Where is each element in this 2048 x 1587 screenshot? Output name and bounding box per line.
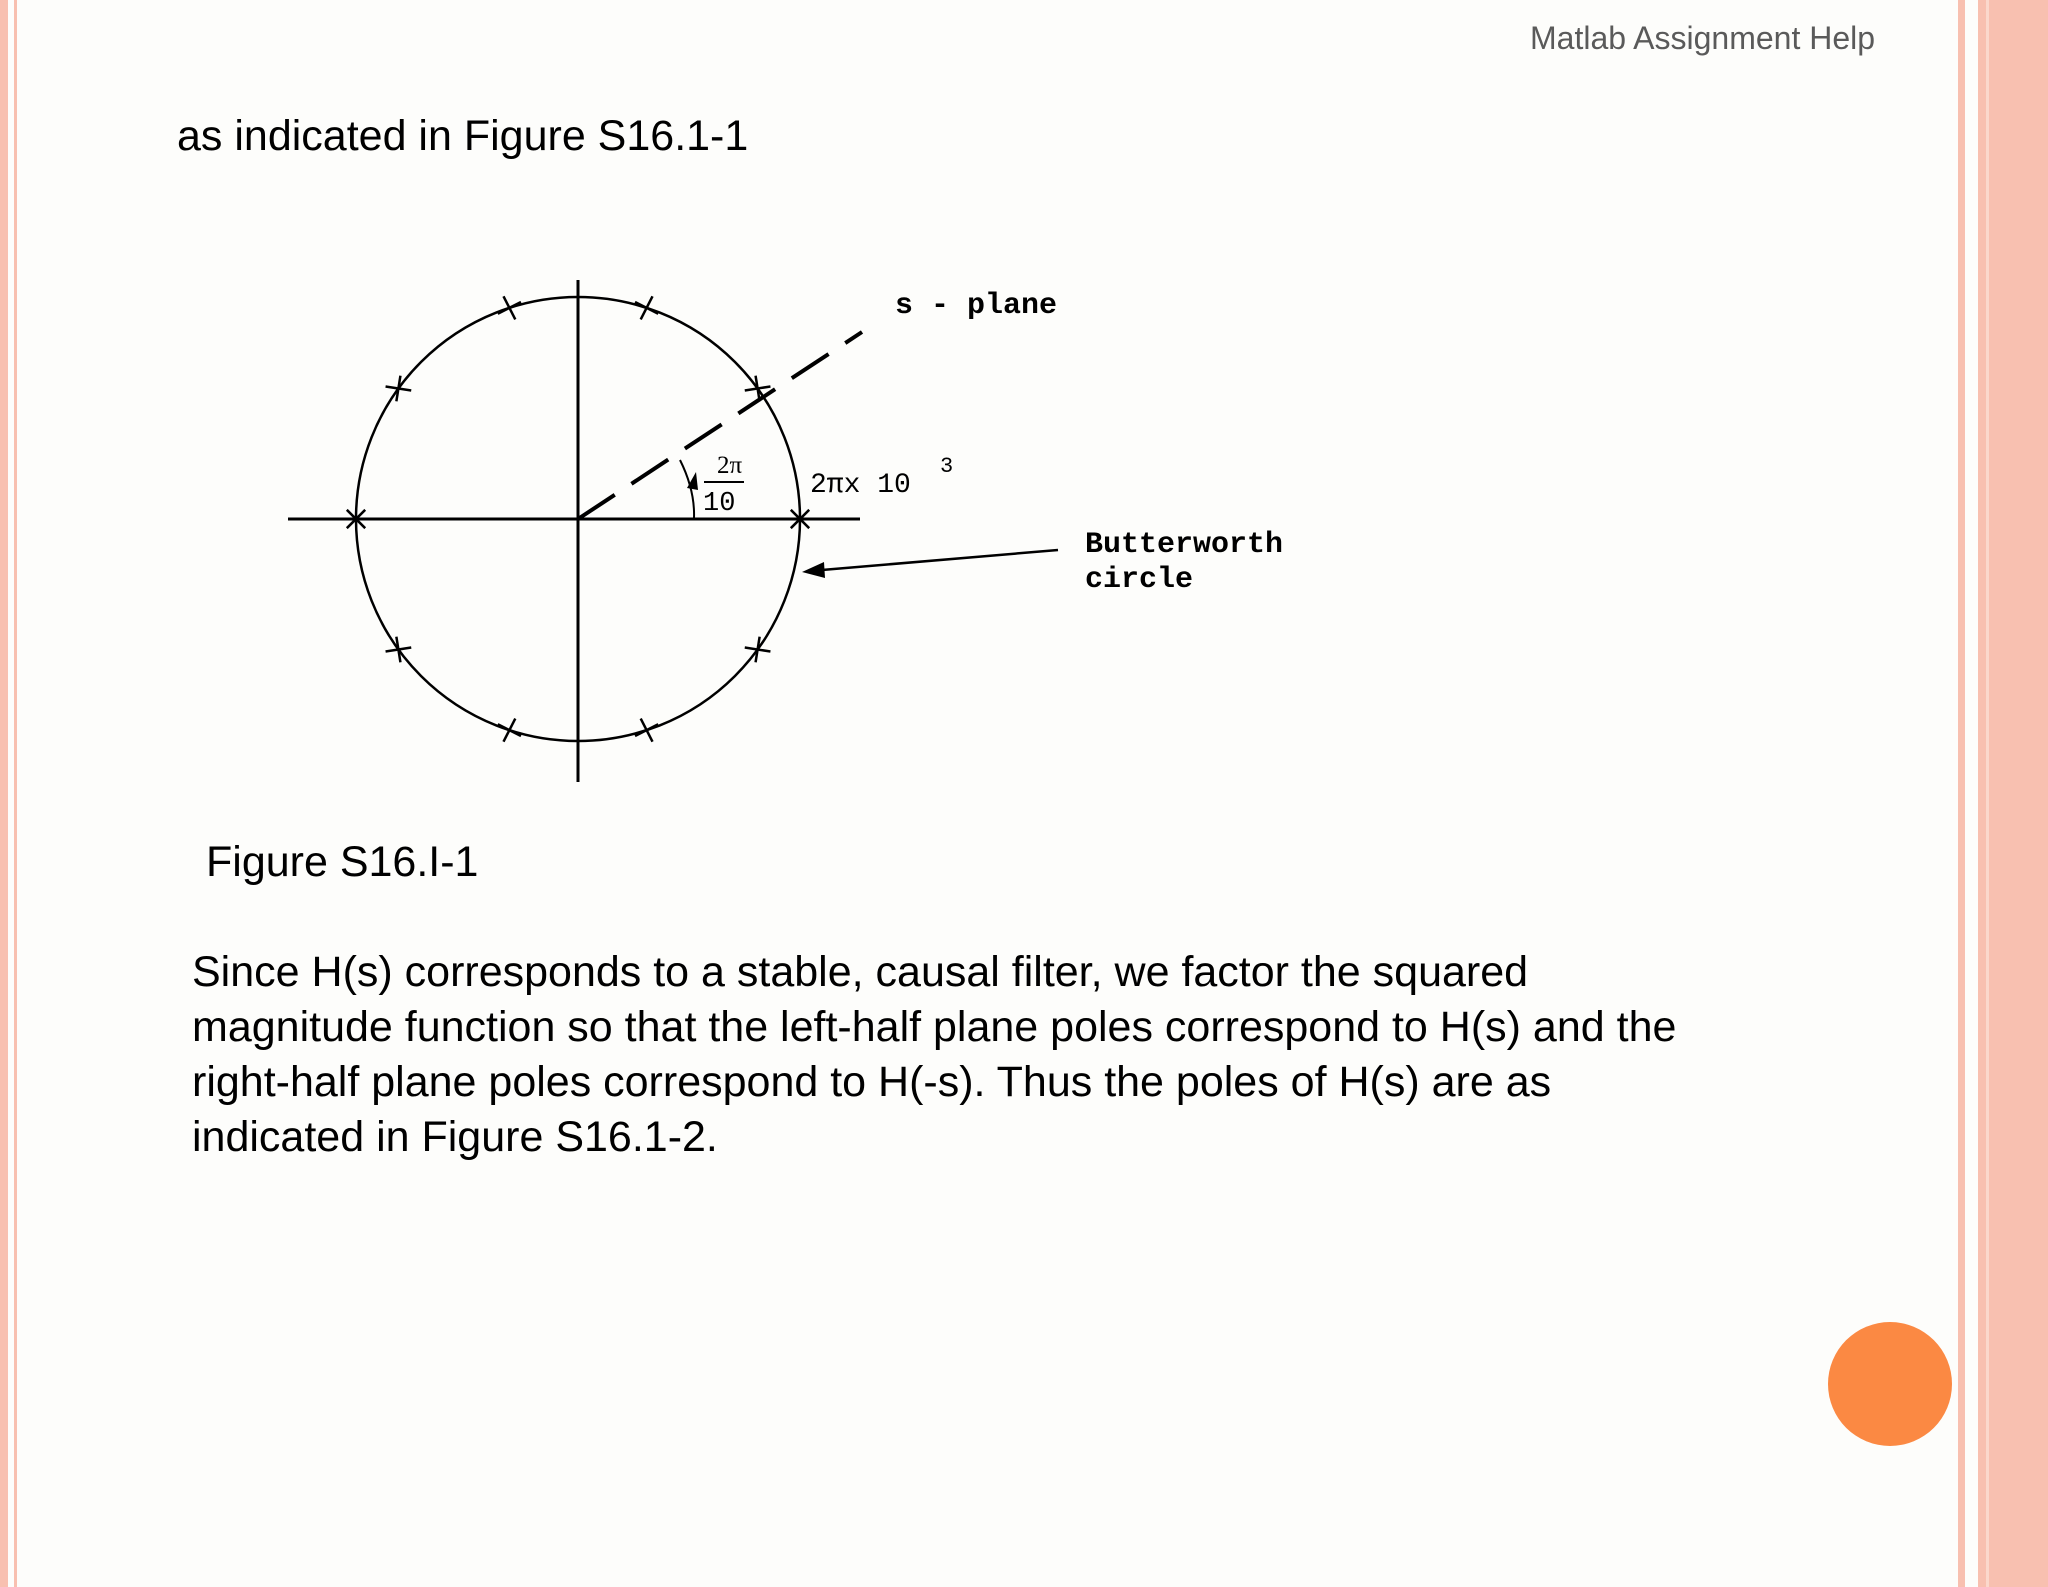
pole-marker-stroke [635, 302, 658, 314]
s-plane-figure [250, 260, 1350, 800]
left-border-line [14, 0, 17, 1587]
pole-marker [635, 719, 658, 742]
pole-marker [386, 637, 412, 663]
pole-marker [386, 376, 412, 402]
accent-dot [1828, 1322, 1952, 1446]
radius-exponent: 3 [940, 454, 954, 479]
radius-label: 2πx 10 [810, 470, 911, 501]
paragraph-line: indicated in Figure S16.1-2. [192, 1113, 718, 1161]
paragraph-line: right-half plane poles correspond to H(-s). Thus the poles of H(s) are as [192, 1058, 1552, 1106]
circle-pointer-arrow [810, 550, 1058, 571]
pole-marker [498, 719, 521, 742]
butterworth-label-line1: Butterworth [1085, 528, 1284, 562]
figure-caption: Figure S16.I-1 [206, 838, 479, 886]
right-border-highlight [1986, 0, 1989, 1587]
pole-marker [498, 296, 521, 319]
pole-marker [635, 296, 658, 319]
right-border-line [1958, 0, 1965, 1587]
paragraph-line: Since H(s) corresponds to a stable, causal filter, we factor the squared [192, 948, 1529, 996]
angle-arc [680, 460, 694, 518]
angle-denominator: 10 [703, 489, 736, 519]
angle-numerator: 2π [717, 452, 743, 479]
s-plane-diagram [250, 260, 1350, 800]
butterworth-label-line2: circle [1085, 563, 1194, 597]
intro-text: as indicated in Figure S16.1-1 [177, 112, 749, 160]
s-plane-label: s - plane [895, 289, 1058, 323]
pole-marker [745, 637, 771, 663]
circle-pointer-arrowhead [802, 562, 825, 578]
pole-marker-stroke [498, 724, 521, 736]
paragraph-line: magnitude function so that the left-half plane poles correspond to H(s) and the [192, 1003, 1677, 1051]
pole-marker [745, 376, 771, 402]
body-paragraph [192, 945, 1872, 1165]
left-border-stripe [0, 0, 8, 1587]
header-title: Matlab Assignment Help [1530, 20, 1876, 56]
